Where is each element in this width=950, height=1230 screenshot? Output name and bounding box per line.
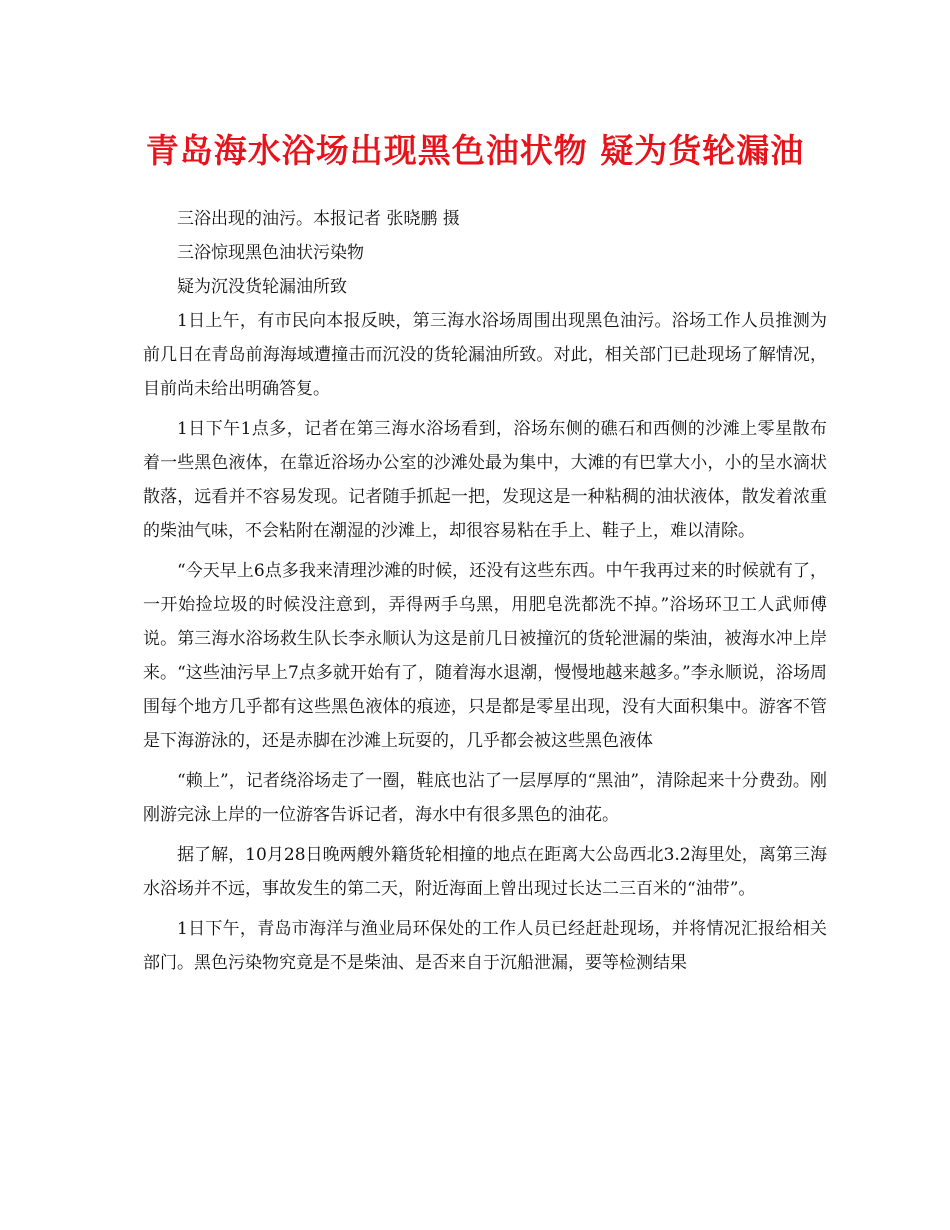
body-paragraph: 1日上午，有市民向本报反映，第三海水浴场周围出现黑色油污。浴场工作人员推测为前几日在青岛前海海域遭撞击而沉没的货轮漏油所致。对此，相关部门已赴现场了解情况，目前尚未给出明确答复。 [143,311,827,399]
photo-caption: 三浴出现的油污。本报记者 张晓鹏 摄 [177,209,460,229]
article-title: 青岛海水浴场出现黑色油状物 疑为货轮漏油 [145,131,805,170]
body-paragraph: “今天早上6点多我来清理沙滩的时候，还没有这些东西。中午我再过来的时候就有了，一开始捡垃圾的时候没注意到，弄得两手乌黑，用肥皂洗都洗不掉。”浴场环卫工人武师傅说。第三海水浴场救生队长李永顺认为这是前几日被撞沉的货轮泄漏的柴油，被海水冲上岸来。“这些油污早上7点多就开始有了，随着海水退潮，慢慢地越来越多。”李永顺说，浴场周围每个地方几乎都有这些黑色液体的痕迹，只是都是零星出现，没有大面积集中。游客不管是下海游泳的，还是赤脚在沙滩上玩耍的，几乎都会被这些黑色液体 [143,561,827,751]
article-body [143,202,827,980]
subheading-1: 三浴惊现黑色油状污染物 [177,243,364,263]
subheading-2: 疑为沉没货轮漏油所致 [177,277,347,297]
body-paragraph: “赖上”，记者绕浴场走了一圈，鞋底也沾了一层厚厚的“黑油”，清除起来十分费劲。刚刚游完泳上岸的一位游客告诉记者，海水中有很多黑色的油花。 [143,771,827,825]
body-paragraph: 1日下午，青岛市海洋与渔业局环保处的工作人员已经赶赴现场，并将情况汇报给相关部门。黑色污染物究竟是不是柴油、是否来自于沉船泄漏，要等检测结果 [143,919,827,973]
body-paragraph: 1日下午1点多，记者在第三海水浴场看到，浴场东侧的礁石和西侧的沙滩上零星散布着一些黑色液体，在靠近浴场办公室的沙滩处最为集中，大滩的有巴掌大小，小的呈水滴状散落，远看并不容易发现。记者随手抓起一把，发现这是一种粘稠的油状液体，散发着浓重的柴油气味，不会粘附在潮湿的沙滩上，却很容易粘在手上、鞋子上，难以清除。 [143,419,827,541]
body-paragraph: 据了解，10月28日晚两艘外籍货轮相撞的地点在距离大公岛西北3.2海里处，离第三海水浴场并不远，事故发生的第二天，附近海面上曾出现过长达二三百米的“油带”。 [143,845,827,899]
